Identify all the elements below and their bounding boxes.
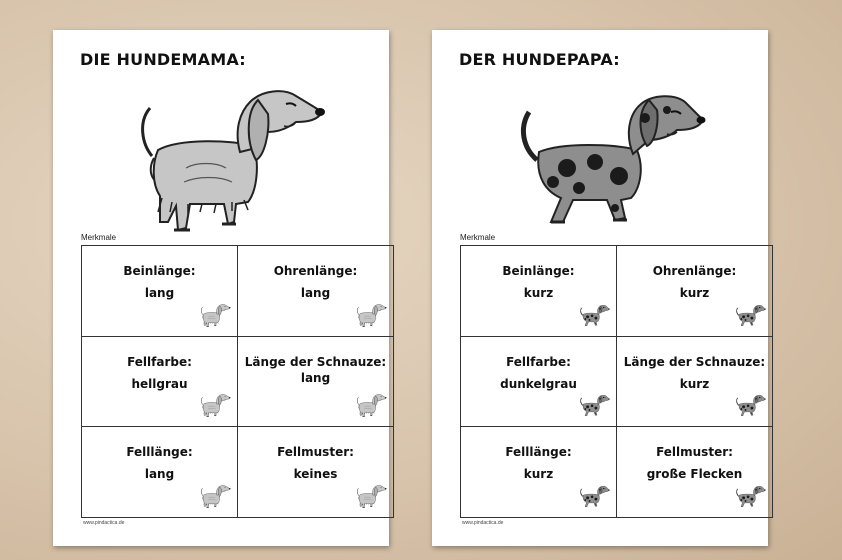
trait-label: Felllänge:: [126, 445, 193, 460]
shaggy-dog-icon: [199, 480, 231, 512]
trait-label: Beinlänge:: [123, 264, 196, 278]
trait-card-fur-length: [461, 427, 617, 518]
spotted-dog-icon: [578, 480, 610, 512]
shaggy-dog-icon: [355, 480, 387, 512]
trait-value: kurz: [523, 286, 554, 300]
shaggy-dog-icon: [355, 389, 387, 421]
spotted-dog-icon: [734, 389, 766, 421]
shaggy-dog-icon: [355, 299, 387, 331]
spotted-dog-icon: [578, 389, 610, 421]
trait-value: hellgrau: [131, 376, 188, 391]
trait-value: lang: [144, 286, 175, 300]
father-title: DER HUNDEPAPA:: [459, 50, 620, 69]
trait-card-fur-color: [82, 337, 238, 428]
trait-label: Fellfarbe:: [127, 354, 192, 369]
trait-value: große Flecken: [646, 467, 743, 482]
trait-card-ear-length: [238, 246, 394, 337]
trait-card-fur-pattern: [617, 427, 773, 518]
trait-card-leg-length: [82, 246, 238, 337]
trait-label: Länge der Schnauze:: [623, 354, 766, 369]
trait-card-fur-pattern: [238, 427, 394, 518]
trait-value: lang: [300, 370, 331, 385]
footer-url: www.pindactica.de: [83, 520, 125, 526]
footer-url: www.pindactica.de: [462, 520, 504, 526]
trait-value: kurz: [523, 467, 554, 482]
trait-card-leg-length: [461, 246, 617, 337]
spotted-dog-icon: [734, 299, 766, 331]
shaggy-dog-icon: [199, 389, 231, 421]
mother-trait-grid: [81, 245, 394, 518]
trait-card-ear-length: [617, 246, 773, 337]
father-trait-grid: [460, 245, 773, 518]
trait-value: lang: [300, 286, 331, 300]
trait-label: Ohrenlänge:: [652, 264, 737, 278]
trait-value: lang: [144, 467, 175, 482]
trait-value: dunkelgrau: [500, 376, 577, 391]
trait-label: Fellmuster:: [656, 445, 733, 460]
mother-sheet: [53, 30, 389, 546]
trait-card-snout-length: [238, 337, 394, 428]
trait-value: kurz: [679, 376, 710, 391]
trait-card-snout-length: [617, 337, 773, 428]
spotted-dog-icon: [578, 299, 610, 331]
shaggy-dog-illustration: [123, 72, 333, 242]
trait-value: kurz: [679, 286, 710, 300]
shaggy-dog-icon: [199, 299, 231, 331]
trait-label: Fellmuster:: [277, 445, 354, 460]
trait-card-fur-color: [461, 337, 617, 428]
trait-label: Beinlänge:: [502, 264, 575, 278]
trait-label: Ohrenlänge:: [273, 264, 358, 278]
merkmale-label: Merkmale: [81, 233, 117, 242]
trait-label: Fellfarbe:: [506, 354, 571, 369]
spotted-dog-illustration: [502, 72, 712, 242]
merkmale-label: Merkmale: [460, 233, 496, 242]
spotted-dog-icon: [734, 480, 766, 512]
trait-label: Felllänge:: [505, 445, 572, 460]
trait-value: keines: [293, 467, 338, 482]
trait-card-fur-length: [82, 427, 238, 518]
mother-title: DIE HUNDEMAMA:: [80, 50, 246, 69]
father-sheet: [432, 30, 768, 546]
trait-label: Länge der Schnauze:: [244, 354, 387, 369]
